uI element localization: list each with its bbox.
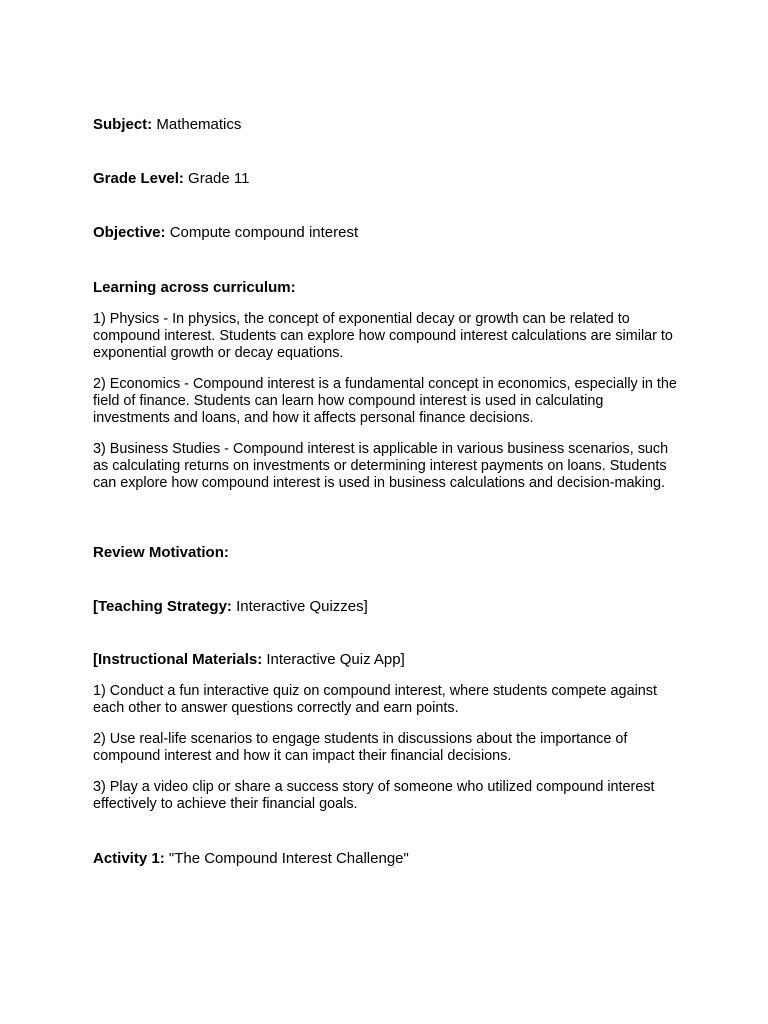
instructional-materials-label: Instructional Materials:: [98, 651, 263, 668]
curriculum-item-economics: 2) Economics - Compound interest is a fundamental concept in economics, especially in the field of finance. Students can learn how compound interest is used in calculating investments and loans, and how it affects personal finance decisions.: [93, 376, 677, 426]
instructional-materials-line: [93, 651, 405, 668]
teaching-strategy-value: Interactive Quizzes]: [231, 598, 368, 615]
instructional-materials-open-bracket: [: [93, 651, 98, 668]
motivation-item-quiz: 1) Conduct a fun interactive quiz on compound interest, where students compete against each other to answer questions correctly and earn points.: [93, 683, 657, 716]
grade-level-value: Grade 11: [183, 170, 250, 187]
grade-level-label: Grade Level:: [93, 170, 184, 187]
curriculum-item-business-studies: 3) Business Studies - Compound interest is applicable in various business scenarios, such as calculating returns on investments or determining interest payments on loans. Students can explore how compound interest is used in business calculations and decision-making.: [93, 441, 669, 491]
teaching-strategy-line: [93, 598, 368, 615]
activity-1-value: "The Compound Interest Challenge": [164, 850, 409, 867]
review-motivation-heading: Review Motivation:: [93, 544, 229, 561]
motivation-item-scenarios: 2) Use real-life scenarios to engage students in discussions about the importance of compound interest and how it can impact their financial decisions.: [93, 731, 628, 764]
instructional-materials-value: Interactive Quiz App]: [262, 651, 405, 668]
grade-level-line: [93, 170, 249, 187]
activity-1-label: Activity 1:: [93, 850, 165, 867]
activity-1-line: [93, 850, 409, 867]
curriculum-item-physics: 1) Physics - In physics, the concept of exponential decay or growth can be related to compound interest. Students can explore how compound interest calculations are similar to exponential growth or decay equations.: [93, 311, 673, 361]
motivation-item-video-clip: 3) Play a video clip or share a success story of someone who utilized compound interest effectively to achieve their financial goals.: [93, 779, 655, 812]
subject-label: Subject:: [93, 116, 153, 133]
subject-line: [93, 116, 241, 133]
subject-value: Mathematics: [152, 116, 242, 133]
teaching-strategy-open-bracket: [: [93, 598, 98, 615]
teaching-strategy-label: Teaching Strategy:: [98, 598, 232, 615]
objective-value: Compute compound interest: [165, 224, 359, 241]
objective-line: [93, 224, 358, 241]
learning-across-curriculum-heading: Learning across curriculum:: [93, 279, 296, 296]
objective-label: Objective:: [93, 224, 166, 241]
